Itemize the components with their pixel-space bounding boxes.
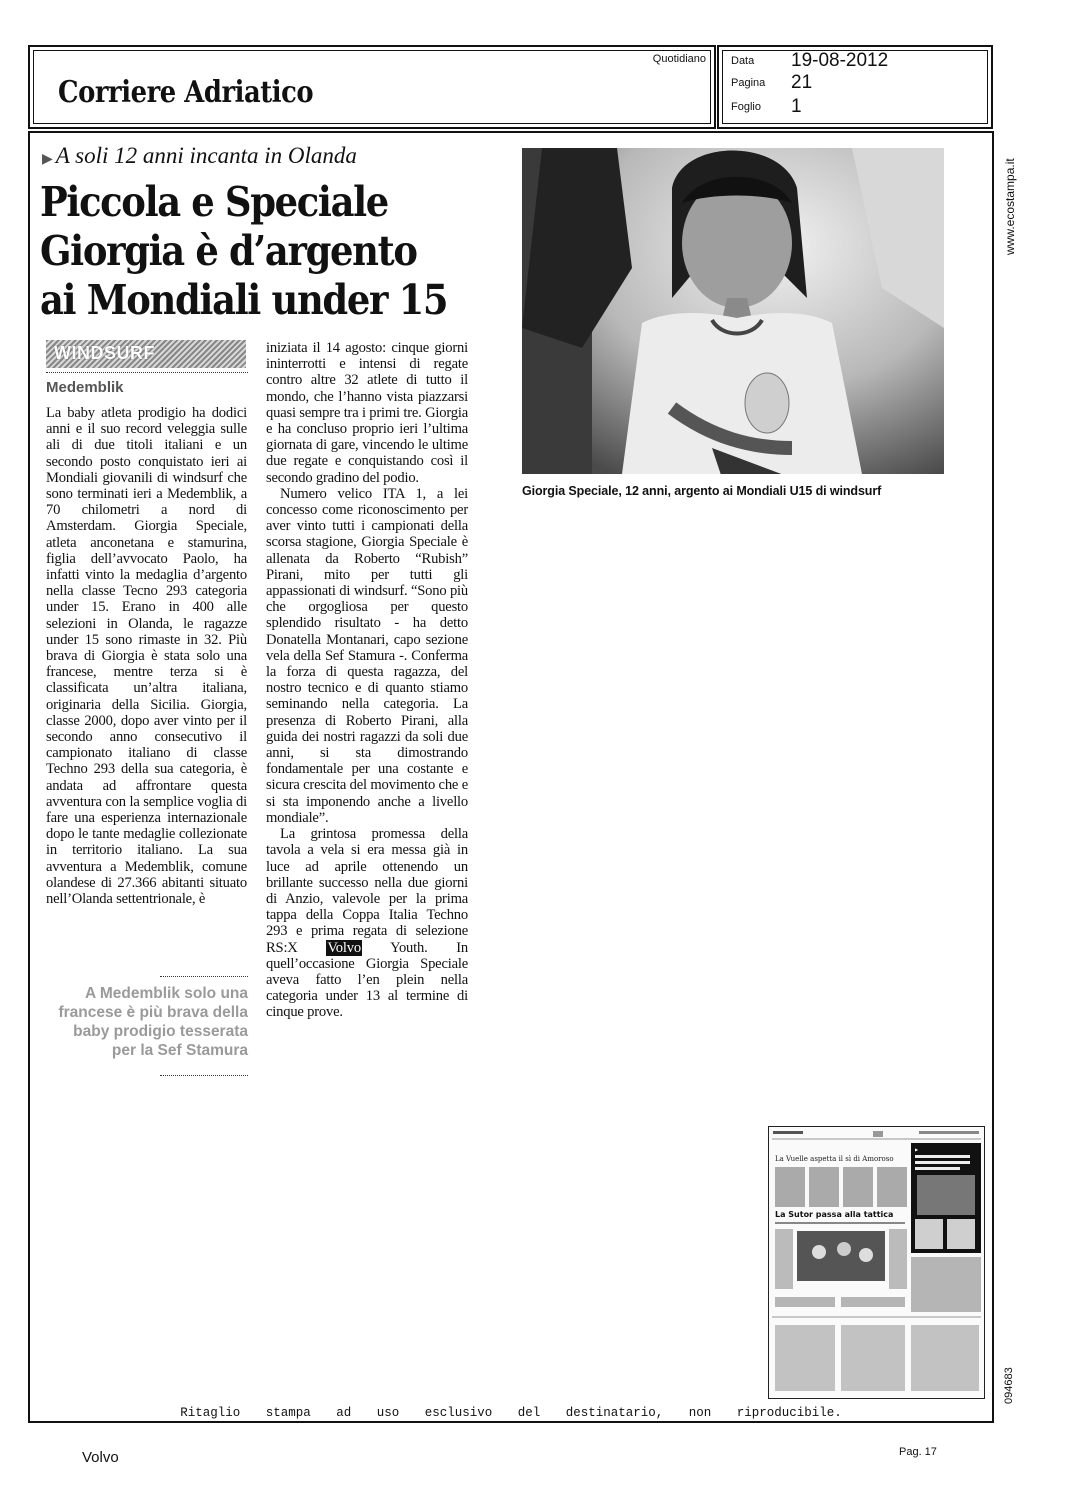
page-thumbnail	[768, 1126, 985, 1399]
section-tag	[46, 340, 246, 368]
article-headline	[40, 178, 454, 325]
paragraph-text: La grintosa promessa della tavola a vela si era messa già in luce ad aprile ottenendo un brillante successo nella due giorni di Anzio, valevole per la prima tappa della Coppa Italia Techno 293 e prima regata di selezione RS:X	[266, 826, 468, 956]
website-vertical-label: www.ecostampa.it	[1003, 158, 1017, 255]
thumb-headline-2: La Sutor passa alla tattica	[775, 1210, 894, 1219]
paragraph-text: Youth. In quell’occasione Giorgia Speciale aveva fatto l’en plein nella categoria under 13 al termine di cinque prove.	[266, 939, 468, 1021]
headline-line: Giorgia è d’argento	[40, 227, 417, 275]
page-thumbnail-illustration	[769, 1127, 984, 1398]
svg-text:▶: ▶	[915, 1147, 919, 1152]
dotted-divider	[160, 976, 248, 977]
dotted-divider	[160, 1075, 248, 1076]
girl-photo-illustration	[522, 148, 944, 474]
meta-label: Data	[731, 55, 755, 67]
pull-quote: A Medemblik solo una francese è più brava della baby prodigio tesserata per la Sef Stamura	[58, 985, 248, 1059]
meta-label: Foglio	[731, 101, 761, 113]
meta-value: 21	[791, 72, 813, 93]
article-paragraph: La baby atleta prodigio ha dodici anni e il suo record veleggia sulle ali di due titoli italiani e un secondo posto conquistato ieri ai Mondiali giovanili di windsurf che sono terminati ieri a Medemblik, a 70 chilometri a nord di Amsterdam. Giorgia Speciale, atleta anconetana e stamurina, figlia dell’avvocato Paolo, ha infatti vinto la medaglia d’argento nella classe Tecno 293 categoria under 15. Erano in 400 alle selezioni in Olanda, le ragazze under 15 sono rimaste in 32. Più brava di Giorgia è stata solo una francese, mentre terza si è classificata un’altra italiana, originaria della Sicilia. Giorgia, classe 2000, dopo aver vinto per il secondo anno consecutivo il campionato italiano di classe Techno 293 della sua categoria, è andata ad affrontare questa avventura con la semplice voglia di fare una esperienza internazionale dopo le tante medaglie collezionate in territorio italiano. La sua avventura a Medemblik, comune olandese di 27.366 abitanti situato nell’Olanda settentrionale, è	[46, 405, 247, 908]
headline-line: ai Mondiali under 15	[40, 276, 448, 324]
meta-row-sheet	[731, 96, 802, 118]
masthead-box	[28, 45, 716, 129]
kicker-text: A soli 12 anni incanta in Olanda	[55, 143, 357, 168]
client-name: Volvo	[82, 1449, 119, 1466]
article-paragraph	[266, 826, 468, 1020]
article-paragraph: Numero velico ITA 1, a lei concesso come riconoscimento per aver vinto tutti i campionati della scorsa stagione, Giorgia Speciale è allenata da Roberto “Rubish” Pirani, mito per tutti gli appassionati di windsurf. “Sono più che orgogliosa per questo splendido risultato - ha detto Donatella Montanari, capo sezione vela della Sef Stamura -. Conferma la forza di questa ragazza, del nostro tecnico e di quanto stiamo seminando nella categoria. La presenza di Roberto Pirani, alla guida dei nostri ragazzi da soli due anni, si sta dimostrando fondamentale per una costante e sicura crescita del movimento che e si sta imponendo anche a livello mondiale”.	[266, 485, 468, 826]
clipping-code-vertical: 094683	[1003, 1367, 1015, 1404]
meta-value: 19-08-2012	[791, 50, 889, 71]
article-photo	[522, 148, 944, 474]
photo-caption: Giorgia Speciale, 12 anni, argento ai Mondiali U15 di windsurf	[522, 484, 882, 498]
copyright-notice: Ritaglio stampa ad uso esclusivo del destinatario, non riproducibile.	[180, 1406, 842, 1420]
article-column-left	[46, 405, 247, 907]
meta-row-date	[731, 50, 888, 72]
meta-row-page	[731, 72, 812, 94]
headline-line: Piccola e Speciale	[40, 178, 388, 226]
thumb-headline-1: La Vuelle aspetta il sì di Amoroso	[775, 1155, 894, 1163]
meta-label: Pagina	[731, 77, 766, 89]
page-number: Pag. 17	[899, 1446, 937, 1458]
highlighted-keyword: Volvo	[327, 939, 361, 956]
article-column-right	[266, 340, 468, 1021]
article-dateline: Medemblik	[46, 379, 124, 396]
article-kicker	[42, 143, 357, 169]
meta-value: 1	[791, 96, 802, 117]
dotted-divider	[46, 372, 248, 373]
article-paragraph: iniziata il 14 agosto: cinque giorni ininterrotti e intensi di regate contro altre 32 atlete di tutto il mondo, che l’hanno vista piazzarsi quasi sempre tra i primi tre. Giorgia e ha concluso proprio ieri l’ultima giornata di gare, vincendo le ultime due regate e conquistando così il secondo gradino del podio.	[266, 340, 468, 486]
section-tag-label: WINDSURF	[54, 343, 155, 363]
metadata-box	[717, 45, 993, 129]
newspaper-masthead: Corriere Adriatico	[58, 75, 314, 110]
frequency-label: Quotidiano	[652, 53, 706, 65]
kicker-arrow-icon: ▶	[42, 152, 53, 167]
